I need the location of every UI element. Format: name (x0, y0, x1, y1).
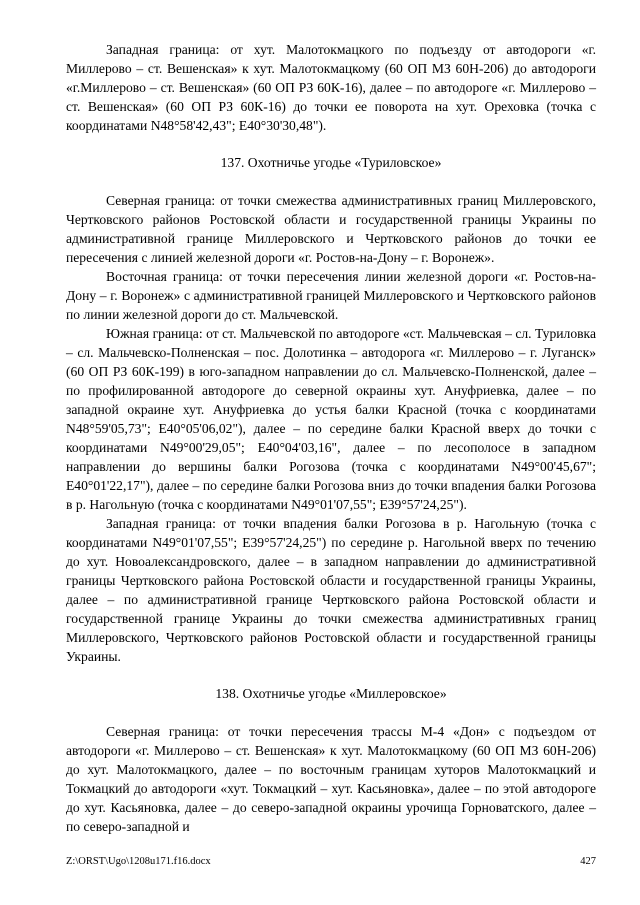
file-path: Z:\ORST\Ugo\1208u171.f16.docx (66, 856, 211, 867)
section-heading-137: 137. Охотничье угодье «Туриловское» (220, 155, 442, 170)
section-137 (66, 153, 596, 666)
section-continuation (66, 40, 596, 135)
paragraph-west-border-prev: Западная граница: от хут. Малотокмацкого по подъезду от автодороги «г. Миллерово – ст. Вешенская» к хут. Малотокмацкому (60 ОП МЗ 60Н-206) до автодороги «г.Миллерово – ст. Вешенская» (60 ОП РЗ 60К-16), далее – по автодороге «г. Миллерово – ст. Вешенская» (60 ОП РЗ 60К-16) до точки ее поворота на хут. Ореховка (точка с координатами N48°58'42,43"; E40°30'30,48"). (66, 42, 596, 133)
paragraph-east-border: Восточная граница: от точки пересечения линии железной дороги «г. Ростов-на-Дону – г. Воронеж» с административной границей Миллеровского и Чертковского районов по линии железной дороги до ст. Мальчевской. (66, 269, 596, 322)
section-heading-138: 138. Охотничье угодье «Миллеровское» (215, 686, 447, 701)
paragraph-north-border: Северная граница: от точки пересечения трассы М-4 «Дон» с подъездом от автодороги «г. Миллерово – ст. Вешенская» к хут. Малотокмацкому (60 ОП МЗ 60Н-206) до хут. Малотокмацкого, далее – по восточным границам хуторов Малотокмацкий и Токмацкий до автодороги «хут. Токмацкий – хут. Касьяновка», далее – по этой автодороге до хут. Касьяновка, далее – до северо-западной окраины урочища Горноватского, далее – по северо-западной и (66, 724, 596, 834)
page-number: 427 (580, 856, 596, 867)
document-page (66, 40, 596, 836)
paragraph-north-border: Северная граница: от точки смежества административных границ Миллеровского, Чертковского районов Ростовской области и государственной границы Украины по административной границе Миллеровского и Чертковского районов до точки ее пересечения с линией железной дороги «г. Ростов-на-Дону – г. Воронеж». (66, 193, 596, 265)
paragraph-west-border: Западная граница: от точки впадения балки Рогозова в р. Нагольную (точка с координатами N49°01'07,55"; E39°57'24,25") по середине р. Нагольной вверх по течению до хут. Новоалександровского, далее – в западном направлении до административной границы Чертковского района Ростовской области и государственной границы Украины, далее – по административной границе Чертковского района Ростовской области и государственной границе Украины до точки смежества административных границ Миллеровского, Чертковского районов Ростовской области и государственной границы Украины. (66, 516, 596, 664)
section-138 (66, 684, 596, 836)
paragraph-south-border: Южная граница: от ст. Мальчевской по автодороге «ст. Мальчевская – сл. Туриловка – сл. Мальчевско-Полненская – пос. Долотинка – автодорога «г. Миллерово – г. Луганск» (60 ОП РЗ 60К-199) в юго-западном направлении до сл. Мальчевско-Полненской, далее – по профилированной автодороге до северной окраины хут. Ануфриевка, далее – по западной окраине хут. Ануфриевка до устья балки Красной (точка с координатами N48°59'05,73"; E40°05'06,02"), далее – по середине балки Красной вверх до точки с координатами N49°00'29,05"; E40°04'03,16", далее – по лесополосе в западном направлении до вершины балки Рогозова (точка с координатами N49°00'45,67"; E40°01'22,17"), далее – по середине балки Рогозова вниз до точки впадения балки Рогозова в р. Нагольную (точка с координатами N49°01'07,55"; E39°57'24,25"). (66, 326, 596, 512)
